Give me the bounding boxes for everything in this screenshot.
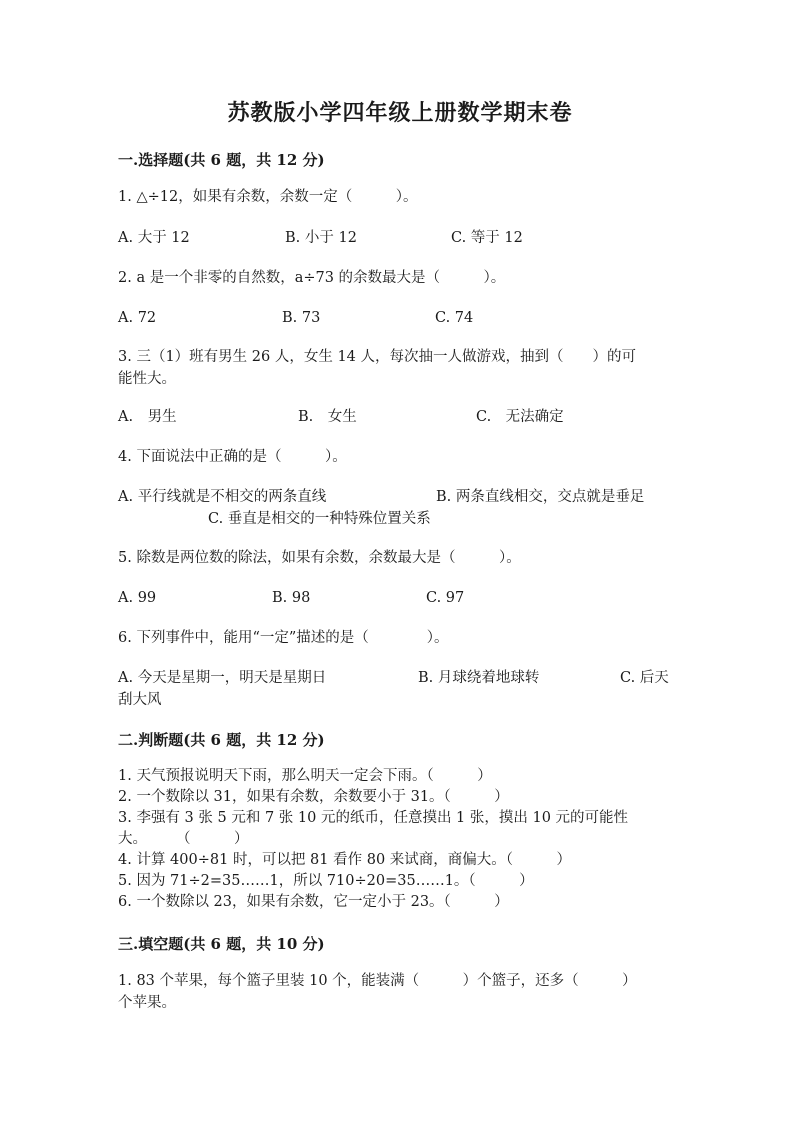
question-6-stem: 6. 下列事件中，能用“一定”描述的是（ ）。 bbox=[118, 630, 449, 646]
question-4-option-b: B. 两条直线相交，交点就是垂足 bbox=[436, 489, 645, 505]
question-4-stem: 4. 下面说法中正确的是（ ）。 bbox=[118, 449, 347, 465]
question-3-option-c: C. 无法确定 bbox=[476, 409, 564, 425]
question-5-stem: 5. 除数是两位数的除法，如果有余数，余数最大是（ ）。 bbox=[118, 550, 521, 566]
question-2-option-a: A. 72 bbox=[118, 310, 157, 326]
question-1-stem: 1. △÷12，如果有余数，余数一定（ ）。 bbox=[118, 189, 418, 205]
question-5-option-a: A. 99 bbox=[118, 590, 157, 606]
section-heading-judgment: 二.判断题(共 6 题，共 12 分) bbox=[118, 731, 325, 749]
section-heading-choice: 一.选择题(共 6 题，共 12 分) bbox=[118, 151, 325, 169]
judge-item-3-line1: 3. 李强有 3 张 5 元和 7 张 10 元的纸币，任意摸出 1 张，摸出 10 元的可能性 bbox=[118, 810, 629, 826]
judge-item-3-line2: 大。 （ ） bbox=[118, 831, 249, 847]
question-3-stem-line1: 3. 三（1）班有男生 26 人，女生 14 人，每次抽一人做游戏，抽到（ ）的可 bbox=[118, 349, 637, 365]
question-2-option-c: C. 74 bbox=[435, 310, 474, 326]
question-6-option-b: B. 月球绕着地球转 bbox=[418, 670, 540, 686]
judge-item-4: 4. 计算 400÷81 时，可以把 81 看作 80 来试商，商偏大。（ ） bbox=[118, 852, 572, 868]
section-heading-fill-blank: 三.填空题(共 6 题，共 10 分) bbox=[118, 935, 325, 953]
question-6-option-a: A. 今天是星期一，明天是星期日 bbox=[118, 670, 327, 686]
question-4-option-c: C. 垂直是相交的一种特殊位置关系 bbox=[208, 511, 431, 527]
judge-item-2: 2. 一个数除以 31，如果有余数，余数要小于 31。（ ） bbox=[118, 789, 509, 805]
question-5-option-c: C. 97 bbox=[426, 590, 465, 606]
question-6-option-c-continued: 刮大风 bbox=[118, 692, 162, 708]
question-6-option-c: C. 后天 bbox=[620, 670, 669, 686]
judge-item-6: 6. 一个数除以 23，如果有余数，它一定小于 23。（ ） bbox=[118, 894, 509, 910]
question-1-option-c: C. 等于 12 bbox=[451, 230, 523, 246]
page-title: 苏教版小学四年级上册数学期末卷 bbox=[227, 100, 573, 126]
fill-question-1-line1: 1. 83 个苹果，每个篮子里装 10 个，能装满（ ）个篮子，还多（ ） bbox=[118, 973, 637, 989]
question-3-option-b: B. 女生 bbox=[298, 409, 357, 425]
question-2-option-b: B. 73 bbox=[282, 310, 321, 326]
judge-item-5: 5. 因为 71÷2=35……1，所以 710÷20=35……1。（ ） bbox=[118, 873, 534, 889]
fill-question-1-line2: 个苹果。 bbox=[118, 995, 176, 1011]
question-5-option-b: B. 98 bbox=[272, 590, 311, 606]
question-3-option-a: A. 男生 bbox=[118, 409, 177, 425]
question-1-option-a: A. 大于 12 bbox=[118, 230, 190, 246]
question-2-stem: 2. a 是一个非零的自然数，a÷73 的余数最大是（ ）。 bbox=[118, 270, 506, 286]
question-3-stem-line2: 能性大。 bbox=[118, 371, 176, 387]
question-1-option-b: B. 小于 12 bbox=[285, 230, 357, 246]
judge-item-1: 1. 天气预报说明天下雨，那么明天一定会下雨。（ ） bbox=[118, 768, 492, 784]
question-4-option-a: A. 平行线就是不相交的两条直线 bbox=[118, 489, 327, 505]
